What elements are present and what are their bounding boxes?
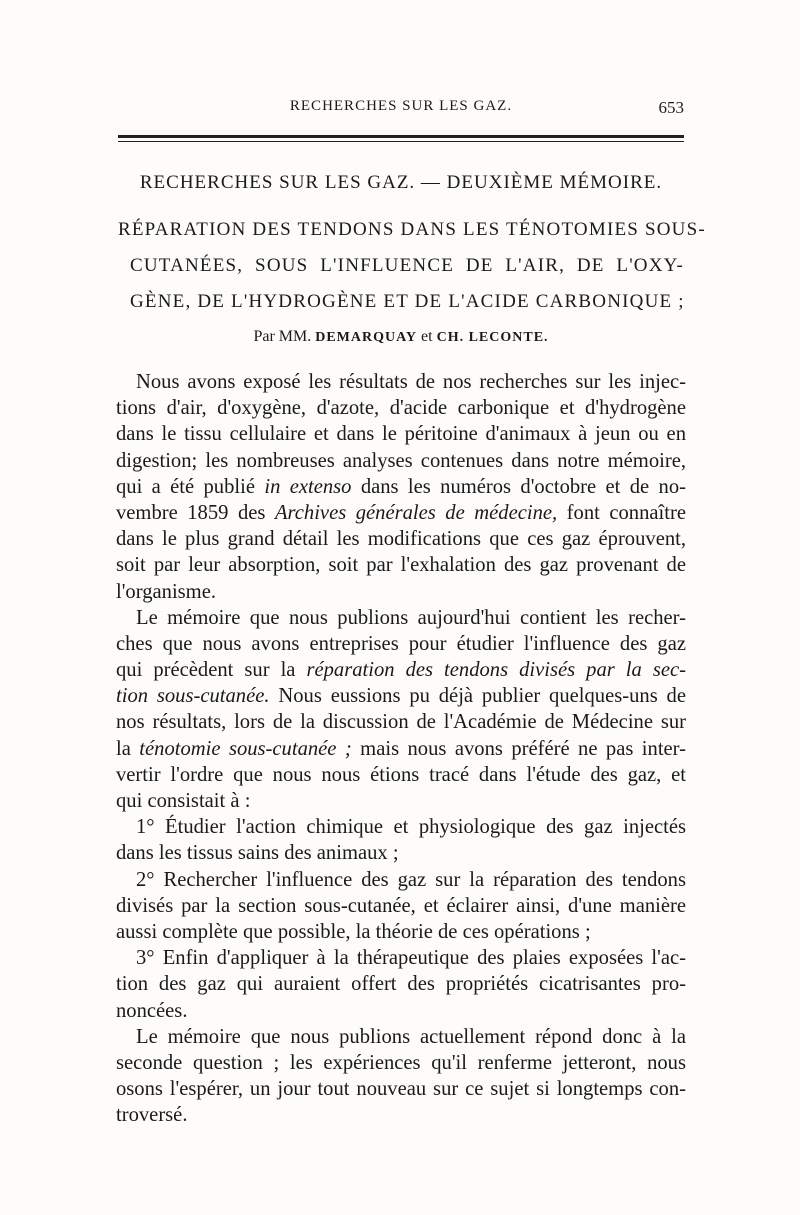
text-line: osons l'espérer, un jour tout nouveau sur ce sujet si longtemps con-: [116, 1078, 686, 1101]
text-line: troversé.: [116, 1104, 188, 1127]
text-line: vembre 1859 des Archives générales de médecine, font connaître: [116, 501, 686, 524]
text-line: 3° Enfin d'appliquer à la thérapeutique des plaies exposées l'ac-: [136, 947, 686, 970]
text-line: noncées.: [116, 999, 188, 1022]
header-rule-thick: [118, 135, 684, 138]
byline-prefix: Par MM.: [253, 328, 312, 345]
italic-text: Archives générales de médecine,: [274, 501, 558, 524]
italic-text: réparation des tendons divisés par la sec-: [306, 659, 686, 682]
text-line: l'organisme.: [116, 580, 216, 603]
text-line: Le mémoire que nous publions actuellement répond donc à la: [136, 1025, 686, 1048]
article-title: RECHERCHES SUR LES GAZ. — DEUXIÈME MÉMOIRE.: [139, 172, 663, 193]
article-body: [116, 369, 686, 1128]
text-line: dans le tissu cellulaire et dans le péritoine d'animaux à jeun ou en: [116, 423, 686, 446]
author-name: DEMARQUAY: [315, 330, 418, 345]
article-subtitle: [118, 212, 706, 320]
text-line: aussi complète que possible, la théorie de ces opérations ;: [116, 920, 591, 943]
text-line: vertir l'ordre que nous nous étions tracé dans l'étude des gaz, et: [116, 763, 686, 786]
text-line: dans le plus grand détail les modifications que ces gaz éprouvent,: [116, 528, 686, 551]
text-line: qui a été publié in extenso dans les numéros d'octobre et de no-: [116, 475, 686, 498]
italic-text: in extenso: [264, 475, 352, 498]
italic-text: ténotomie sous-cutanée ;: [139, 737, 352, 760]
running-title: RECHERCHES SUR LES GAZ.: [289, 98, 513, 114]
text-line: Nous avons exposé les résultats de nos recherches sur les injec-: [136, 371, 686, 393]
text-line: nos résultats, lors de la discussion de l'Académie de Médecine sur: [116, 711, 686, 734]
text-line: la ténotomie sous-cutanée ; mais nous avons préféré ne pas inter-: [116, 737, 686, 760]
text-line: qui précèdent sur la réparation des tendons divisés par la sec-: [116, 659, 686, 682]
author-name: CH. LECONTE.: [436, 330, 549, 345]
italic-text: tion sous-cutanée.: [116, 685, 270, 708]
byline: [118, 328, 684, 346]
text-line: tion des gaz qui auraient offert des propriétés cicatrisantes pro-: [116, 973, 686, 996]
text-line: divisés par la section sous-cutanée, et éclairer ainsi, d'une manière: [116, 894, 686, 917]
text-line: seconde question ; les expériences qu'il renferme jetteront, nous: [116, 1051, 686, 1074]
running-head: [118, 98, 684, 122]
text-line: digestion; les nombreuses analyses contenues dans notre mémoire,: [116, 449, 686, 472]
subtitle-line: GÈNE, DE L'HYDROGÈNE ET DE L'ACIDE CARBONIQUE ;: [130, 291, 685, 312]
subtitle-line: CUTANÉES, SOUS L'INFLUENCE DE L'AIR, DE L'OXY-: [130, 255, 684, 276]
text-line: tion sous-cutanée. Nous eussions pu déjà publier quelques-uns de: [116, 685, 686, 708]
text-line: qui consistait à :: [116, 790, 251, 812]
byline-conjunction: et: [421, 328, 433, 345]
text-line: ches que nous avons entreprises pour étudier l'influence des gaz: [116, 632, 686, 655]
text-line: 2° Rechercher l'influence des gaz sur la réparation des tendons: [136, 868, 686, 891]
header-rule-thin: [118, 141, 684, 142]
page-number: 653: [658, 98, 684, 117]
text-line: soit par leur absorption, soit par l'exhalation des gaz provenant de: [116, 554, 686, 577]
text-line: 1° Étudier l'action chimique et physiologique des gaz injectés: [136, 816, 686, 839]
text-line: dans les tissus sains des animaux ;: [116, 842, 399, 865]
text-line: tions d'air, d'oxygène, d'azote, d'acide carbonique et d'hydrogène: [116, 397, 686, 420]
text-line: Le mémoire que nous publions aujourd'hui contient les recher-: [136, 606, 686, 629]
subtitle-line: RÉPARATION DES TENDONS DANS LES TÉNOTOMIES SOUS-: [118, 219, 706, 240]
